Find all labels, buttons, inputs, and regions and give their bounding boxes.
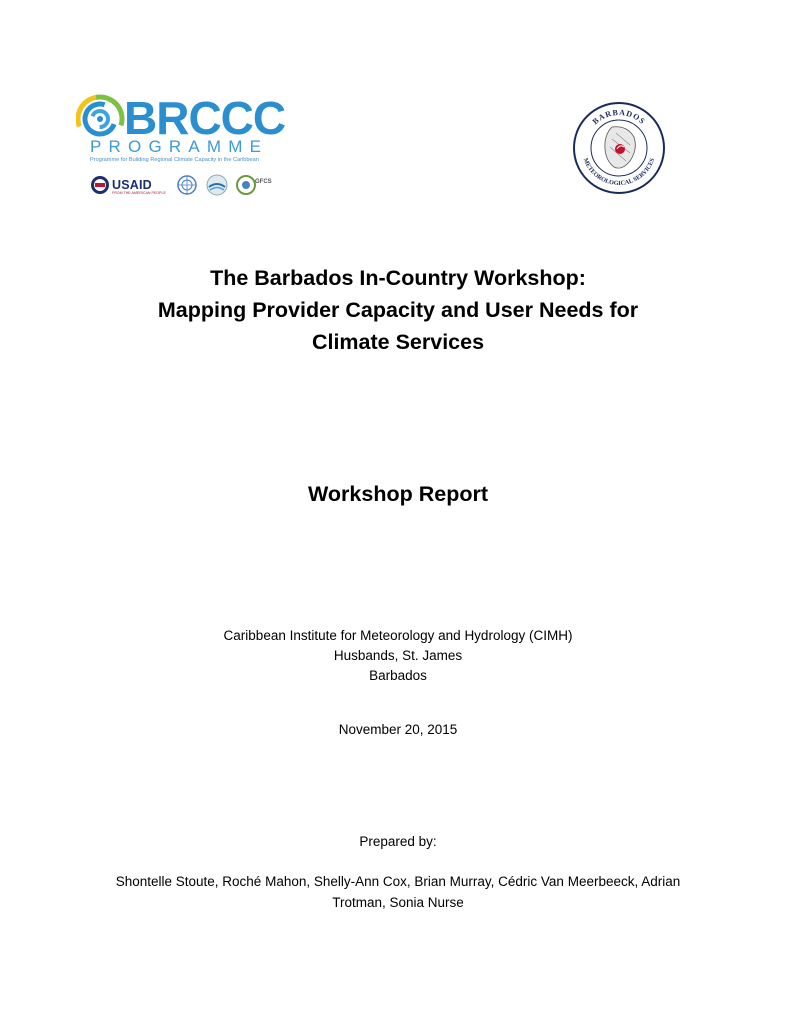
institution-address: Husbands, St. James: [333, 648, 463, 663]
brccc-programme-logo: [76, 94, 288, 204]
prepared-by-label: Prepared by:: [359, 834, 437, 849]
author-list: [90, 871, 706, 913]
brccc-wordmark: BRCCC: [124, 92, 286, 144]
brccc-tagline: Programme for Building Regional Climate Capacity in the Caribbean: [90, 157, 259, 163]
seal-top-text: BARBADOS: [590, 107, 648, 127]
usaid-wordmark: USAID: [112, 178, 152, 192]
title-line-1: The Barbados In-Country Workshop:: [210, 266, 586, 290]
usaid-seal-icon: [90, 175, 110, 195]
report-subtitle: Workshop Report: [308, 482, 488, 506]
report-title: [0, 262, 796, 358]
cimh-logo-icon: [206, 174, 228, 196]
gfcs-logo-icon: [236, 174, 256, 196]
report-date: November 20, 2015: [338, 722, 458, 737]
title-line-3: Climate Services: [311, 330, 485, 354]
gfcs-wordmark: GFCS: [255, 179, 272, 185]
usaid-tagline: FROM THE AMERICAN PEOPLE: [112, 191, 166, 195]
author-line-2: Trotman, Sonia Nurse: [332, 895, 464, 910]
institution-name: Caribbean Institute for Meteorology and Hydrology (CIMH): [223, 628, 573, 643]
brccc-programme-text: PROGRAMME: [90, 137, 269, 156]
author-line-1: Shontelle Stoute, Roché Mahon, Shelly-Ann Cox, Brian Murray, Cédric Van Meerbeeck, Adrian: [115, 874, 681, 889]
institution-block: [0, 626, 796, 686]
seal-bottom-text: METEOROLOGICAL SERVICES: [581, 157, 657, 188]
wmo-logo-icon: [176, 174, 198, 196]
barbados-met-services-seal: [572, 101, 666, 195]
usaid-logo: [90, 174, 170, 196]
partner-logos: [90, 174, 290, 198]
institution-country: Barbados: [369, 668, 427, 683]
title-line-2: Mapping Provider Capacity and User Needs for: [157, 298, 639, 322]
